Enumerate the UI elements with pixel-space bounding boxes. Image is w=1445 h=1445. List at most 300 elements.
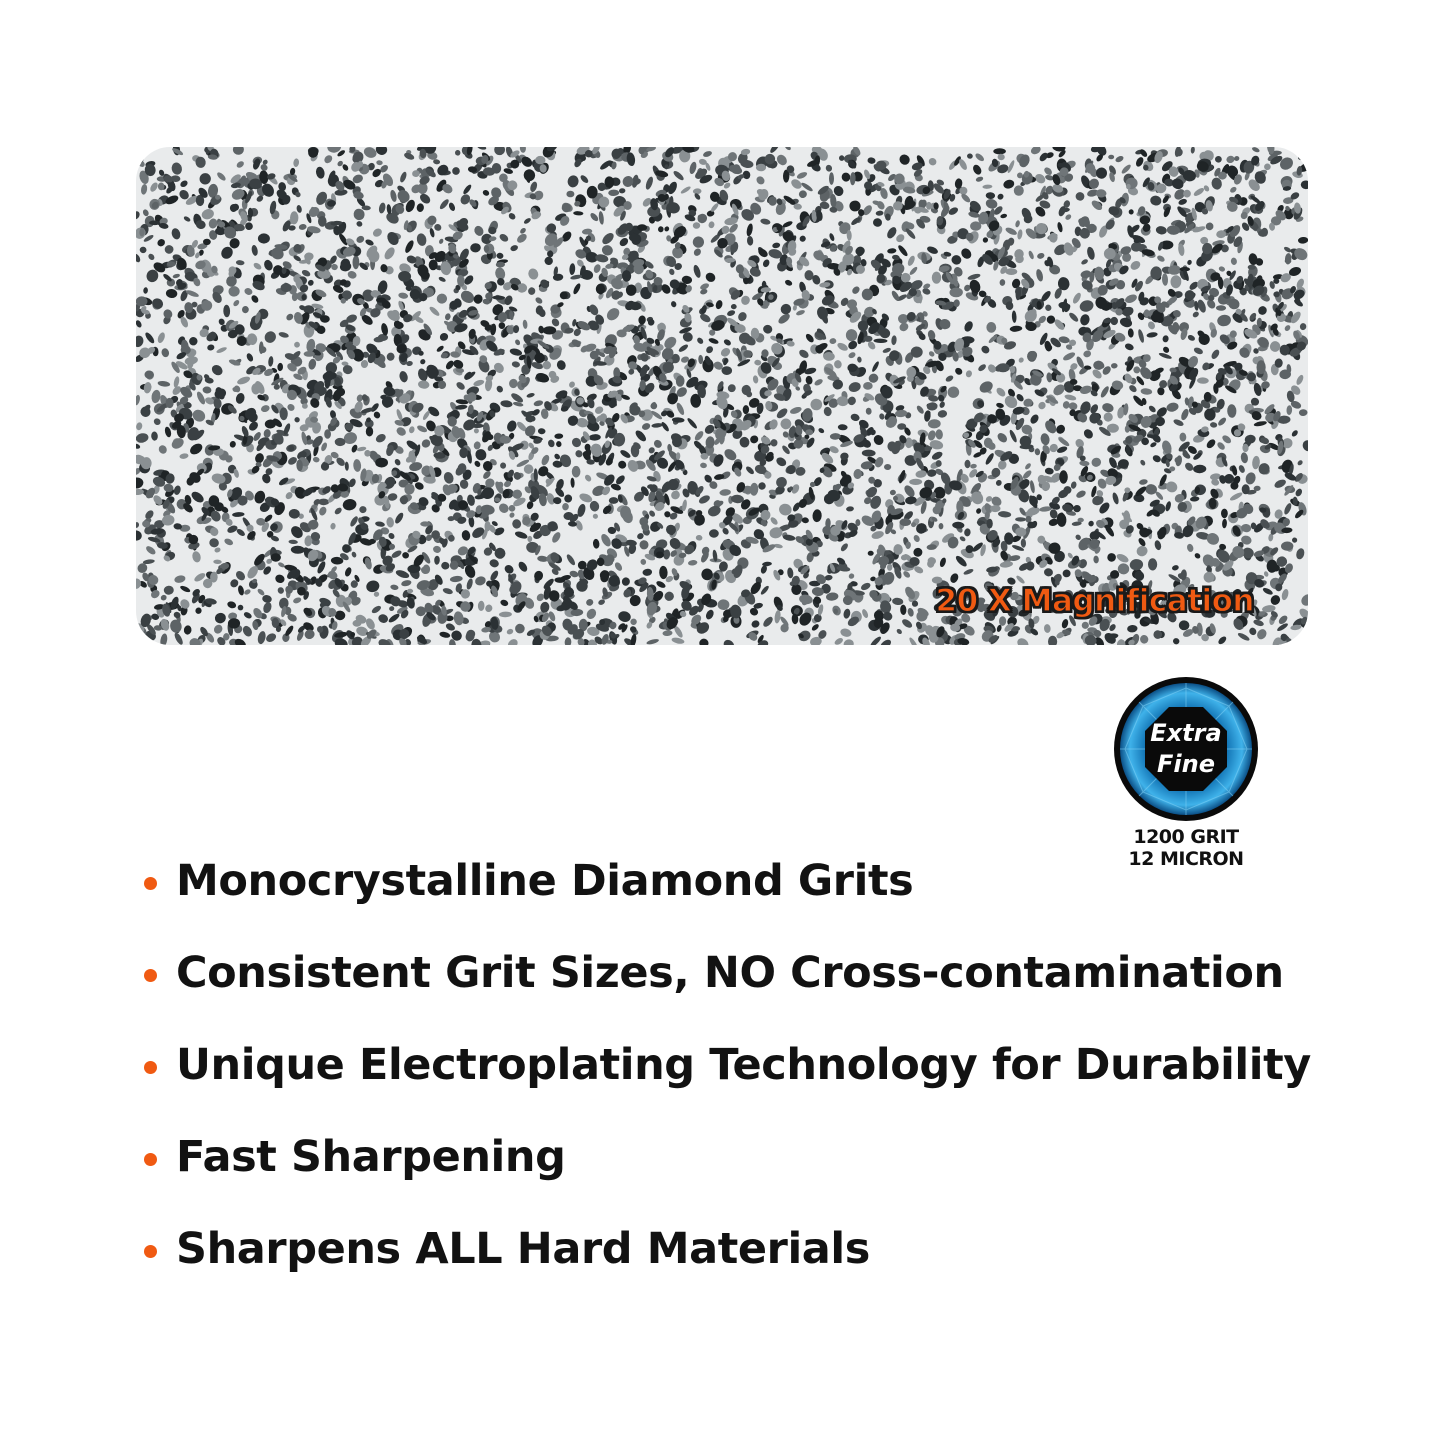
grit-particle (455, 381, 466, 392)
grit-particle (750, 619, 760, 629)
grit-particle (1244, 471, 1257, 486)
grit-particle (564, 637, 571, 645)
grit-particle (872, 433, 886, 447)
grit-particle (1253, 382, 1263, 397)
grit-particle (1064, 213, 1072, 221)
grit-particle (1086, 246, 1096, 261)
grit-particle (509, 378, 519, 388)
grit-particle (241, 624, 254, 638)
grit-particle (236, 260, 245, 266)
grit-particle (769, 147, 781, 154)
grit-particle (355, 235, 365, 245)
grit-particle (655, 580, 666, 589)
grit-particle (428, 305, 441, 317)
grit-particle (1205, 531, 1222, 547)
grit-particle (1255, 627, 1268, 641)
grit-particle (912, 534, 920, 543)
grit-particle (908, 266, 918, 276)
grit-particle (1004, 226, 1017, 236)
grit-particle (256, 588, 265, 597)
grit-particle (719, 346, 732, 358)
grit-particle (1148, 404, 1157, 413)
grit-particle (351, 551, 357, 558)
grit-particle (964, 528, 971, 537)
grit-particle (1056, 445, 1068, 454)
grit-particle (879, 638, 893, 645)
grit-particle (1227, 404, 1237, 418)
grit-particle (772, 242, 781, 249)
grit-particle (853, 469, 863, 480)
grit-particle (388, 605, 395, 611)
grit-particle (660, 421, 670, 432)
grit-particle (359, 506, 366, 513)
grit-particle (288, 509, 300, 519)
grit-particle (692, 235, 706, 249)
grit-particle (1186, 259, 1192, 265)
grit-particle (350, 444, 358, 454)
grit-particle (1110, 317, 1118, 325)
grit-particle (1303, 631, 1308, 643)
grit-particle (652, 438, 663, 449)
grit-particle (723, 181, 732, 189)
grit-particle (550, 531, 562, 544)
grit-particle (296, 205, 303, 214)
grit-particle (398, 292, 409, 300)
grit-particle (836, 341, 849, 352)
grit-particle (1124, 342, 1135, 351)
grit-particle (829, 338, 837, 345)
grit-particle (863, 382, 873, 390)
grit-particle (996, 193, 1004, 201)
grit-particle (749, 434, 760, 445)
grit-particle (442, 587, 454, 595)
grit-particle (1297, 459, 1304, 466)
grit-particle (811, 623, 820, 632)
grit-particle (435, 163, 450, 178)
grit-particle (1119, 316, 1134, 328)
grit-particle (499, 611, 512, 617)
grit-particle (850, 413, 861, 422)
grit-particle (963, 568, 974, 576)
grit-particle (533, 400, 544, 408)
grit-particle (478, 601, 485, 611)
grit-particle (726, 309, 736, 317)
grit-particle (261, 594, 272, 604)
grit-particle (592, 263, 601, 274)
grit-particle (503, 294, 514, 306)
grit-particle (671, 637, 685, 645)
grit-particle (499, 599, 509, 608)
grit-particle (1222, 519, 1227, 529)
grit-particle (207, 344, 215, 351)
grit-particle (136, 159, 146, 169)
grit-particle (170, 227, 181, 240)
grit-particle (688, 161, 697, 175)
grit-particle (1145, 484, 1158, 496)
grit-particle (641, 422, 651, 431)
grit-particle (939, 523, 944, 529)
grit-particle (993, 148, 1006, 154)
grit-particle (779, 302, 794, 317)
grit-particle (984, 452, 995, 466)
grit-particle (507, 212, 516, 221)
grit-particle (1015, 636, 1030, 645)
grit-particle (422, 410, 431, 421)
grit-particle (1203, 184, 1211, 192)
grit-particle (869, 635, 882, 645)
grit-particle (136, 253, 142, 264)
grit-particle (795, 309, 805, 316)
grit-particle (663, 590, 675, 602)
grit-particle (214, 612, 227, 625)
grit-particle (838, 424, 848, 431)
grit-particle (704, 271, 717, 284)
grit-particle (508, 511, 515, 518)
grit-particle (875, 210, 883, 216)
grit-particle (263, 259, 275, 272)
grit-particle (1218, 265, 1226, 272)
grit-particle (1294, 487, 1303, 497)
grit-particle (515, 232, 528, 245)
grit-particle (572, 466, 581, 478)
grit-particle (429, 228, 436, 238)
grit-particle (439, 631, 451, 639)
grit-particle (596, 284, 605, 294)
grit-particle (1298, 237, 1308, 244)
grit-particle (1192, 310, 1200, 318)
grit-particle (513, 622, 527, 636)
grit-particle (604, 306, 621, 323)
grit-particle (229, 578, 240, 589)
grit-particle (1201, 361, 1211, 372)
grit-particle (579, 174, 589, 184)
grit-particle (277, 561, 285, 568)
grit-particle (1292, 537, 1297, 542)
grit-particle (1093, 555, 1099, 563)
grit-particle (787, 567, 794, 578)
grit-particle (477, 147, 487, 151)
grit-particle (526, 392, 535, 398)
grit-particle (442, 471, 455, 485)
grit-particle (754, 359, 762, 365)
grit-particle (902, 484, 916, 499)
grit-particle (1092, 360, 1104, 371)
grit-particle (466, 578, 474, 590)
grit-particle (668, 268, 675, 276)
grit-particle (678, 343, 690, 353)
grit-particle (142, 208, 150, 217)
grit-particle (845, 329, 857, 342)
grit-particle (768, 196, 777, 206)
grit-particle (965, 370, 973, 379)
grit-particle (376, 160, 383, 166)
grit-particle (996, 431, 1009, 444)
grit-particle (1128, 209, 1134, 215)
grit-particle (472, 293, 484, 305)
grit-particle (401, 551, 409, 559)
grit-particle (1062, 401, 1070, 410)
grit-particle (1044, 467, 1054, 475)
grit-particle (286, 403, 296, 413)
grit-particle (1048, 636, 1057, 645)
grit-particle (1102, 411, 1115, 424)
grit-particle (333, 506, 343, 515)
grit-particle (390, 549, 402, 559)
grit-particle (1210, 348, 1221, 360)
grit-particle (563, 493, 573, 503)
grit-particle (613, 561, 623, 572)
grit-particle (842, 638, 855, 645)
grit-particle (197, 171, 213, 187)
grit-particle (258, 233, 270, 243)
grit-particle (672, 170, 685, 182)
grit-particle (1043, 166, 1054, 177)
grit-particle (496, 252, 504, 259)
grit-particle (401, 579, 412, 587)
grit-particle (1290, 624, 1302, 631)
grit-particle (262, 601, 273, 614)
grit-particle (726, 383, 737, 394)
grit-particle (789, 406, 802, 416)
grit-particle (232, 512, 245, 518)
grit-particle (1221, 509, 1228, 519)
grit-particle (1299, 592, 1308, 608)
grit-particle (939, 401, 946, 409)
grit-particle (1230, 257, 1237, 265)
grit-particle (1210, 422, 1218, 428)
grit-particle (252, 261, 262, 270)
grit-particle (896, 628, 903, 635)
grit-particle (1063, 569, 1071, 577)
grit-particle (704, 609, 715, 621)
grit-particle (136, 477, 144, 489)
grit-particle (895, 233, 906, 244)
grit-particle (833, 359, 842, 369)
grit-particle (1190, 496, 1200, 502)
grit-particle (527, 286, 536, 295)
grit-particle (1299, 409, 1308, 416)
grit-particle (554, 433, 563, 439)
grit-particle (136, 147, 148, 156)
grit-particle (1044, 624, 1051, 633)
grit-particle (1129, 259, 1142, 272)
grit-particle (1295, 547, 1306, 560)
grit-particle (1075, 489, 1087, 499)
grit-particle (436, 345, 445, 353)
grit-particle (995, 386, 1007, 398)
grit-particle (740, 295, 751, 307)
grit-particle (260, 404, 271, 413)
grit-particle (216, 346, 228, 354)
grit-particle (839, 627, 852, 638)
grit-particle (928, 419, 941, 429)
grit-particle (173, 376, 180, 388)
grit-particle (179, 453, 189, 460)
grit-particle (1283, 502, 1293, 515)
grit-particle (1018, 356, 1025, 363)
grit-particle (195, 607, 203, 615)
grit-particle (136, 147, 144, 156)
grit-particle (172, 273, 180, 279)
grit-particle (226, 524, 238, 534)
grit-particle (375, 521, 386, 528)
grit-particle (1229, 491, 1244, 502)
grit-particle (878, 413, 885, 421)
grit-particle (1300, 180, 1308, 190)
grit-particle (829, 172, 834, 185)
grit-particle (323, 154, 334, 165)
grit-particle (149, 181, 159, 193)
grit-particle (698, 637, 710, 645)
grit-particle (980, 344, 991, 355)
grit-particle (618, 236, 630, 247)
grit-particle (566, 191, 574, 198)
grit-particle (387, 612, 400, 624)
grit-particle (237, 585, 245, 596)
grit-particle (438, 276, 447, 283)
grit-particle (1269, 340, 1282, 353)
grit-particle (812, 509, 822, 522)
grit-particle (937, 409, 948, 418)
grit-particle (692, 264, 702, 279)
grit-particle (278, 331, 289, 339)
grit-particle (760, 585, 770, 596)
grit-particle (236, 375, 251, 386)
grit-particle (762, 615, 775, 628)
grit-particle (891, 335, 897, 345)
grit-particle (1082, 350, 1092, 359)
grit-particle (570, 436, 583, 449)
grit-particle (161, 347, 170, 358)
grit-particle (857, 356, 862, 363)
grit-particle (1140, 388, 1152, 396)
grit-particle (1248, 265, 1256, 270)
grit-particle (1035, 268, 1044, 282)
grit-particle (1299, 322, 1307, 330)
grit-particle (511, 361, 520, 368)
grit-particle (846, 395, 857, 406)
grit-particle (747, 236, 754, 246)
grit-particle (151, 431, 158, 441)
grit-particle (1064, 394, 1077, 402)
grit-particle (164, 194, 179, 206)
grit-particle (952, 521, 965, 528)
grit-particle (1014, 185, 1025, 196)
grit-particle (519, 227, 527, 235)
grit-particle (630, 633, 637, 645)
grit-particle (572, 282, 582, 295)
grit-particle (380, 323, 389, 337)
grit-particle (394, 511, 405, 524)
grit-particle (739, 436, 750, 448)
grit-particle (967, 273, 981, 281)
grit-particle (1015, 517, 1026, 522)
grit-particle (1068, 311, 1080, 323)
grit-particle (136, 529, 143, 541)
grit-particle (386, 352, 396, 362)
grit-particle (1082, 427, 1095, 440)
grit-particle (1079, 384, 1093, 395)
grit-particle (505, 419, 518, 433)
grit-particle (977, 363, 987, 373)
grit-particle (774, 475, 789, 490)
grit-particle (341, 163, 349, 172)
grit-particle (277, 363, 283, 372)
grit-particle (1164, 479, 1179, 494)
grit-particle (439, 332, 450, 342)
grit-particle (1070, 481, 1077, 490)
grit-particle (798, 189, 808, 199)
grit-particle (455, 150, 461, 156)
grit-particle (1116, 639, 1126, 645)
grit-particle (1115, 552, 1129, 564)
grit-particle (705, 345, 715, 355)
grit-particle (897, 244, 909, 258)
grit-particle (523, 217, 532, 225)
grit-particle (779, 623, 790, 634)
grit-particle (342, 364, 354, 375)
grit-particle (174, 574, 187, 584)
grit-particle (873, 338, 887, 343)
grit-particle (538, 428, 546, 435)
grit-particle (1281, 588, 1290, 601)
grit-particle (798, 594, 813, 606)
grit-particle (755, 175, 766, 186)
grit-particle (675, 402, 685, 416)
grit-particle (651, 423, 663, 429)
grit-particle (544, 256, 554, 266)
grit-particle (331, 263, 339, 270)
grit-particle (963, 320, 975, 333)
grit-particle (162, 308, 174, 321)
grit-particle (898, 321, 910, 333)
grit-particle (662, 630, 672, 636)
grit-particle (144, 331, 156, 344)
grit-particle (257, 630, 267, 645)
grit-particle (419, 358, 426, 365)
grit-particle (950, 254, 963, 266)
grit-particle (1263, 571, 1269, 578)
grit-particle (550, 317, 560, 328)
grit-particle (810, 398, 823, 411)
grit-particle (371, 227, 383, 239)
grit-particle (999, 560, 1013, 568)
grit-particle (535, 371, 551, 384)
grit-particle (139, 246, 147, 253)
grit-particle (145, 545, 157, 557)
grit-particle (265, 632, 278, 644)
grit-particle (1111, 363, 1118, 369)
grit-particle (226, 600, 237, 609)
grit-particle (931, 450, 944, 461)
grit-particle (936, 460, 942, 467)
grit-particle (462, 183, 473, 195)
grit-particle (136, 432, 149, 444)
grit-particle (1043, 567, 1054, 577)
grit-particle (774, 610, 782, 624)
grit-particle (492, 147, 507, 157)
grit-particle (982, 184, 992, 189)
grit-particle (619, 449, 632, 460)
grit-particle (868, 551, 874, 556)
grit-particle (569, 263, 576, 275)
grit-particle (229, 440, 237, 448)
grit-particle (639, 540, 649, 550)
grit-particle (1134, 156, 1144, 168)
grit-particle (1059, 470, 1068, 484)
grit-particle (253, 489, 267, 505)
grit-particle (898, 314, 908, 324)
